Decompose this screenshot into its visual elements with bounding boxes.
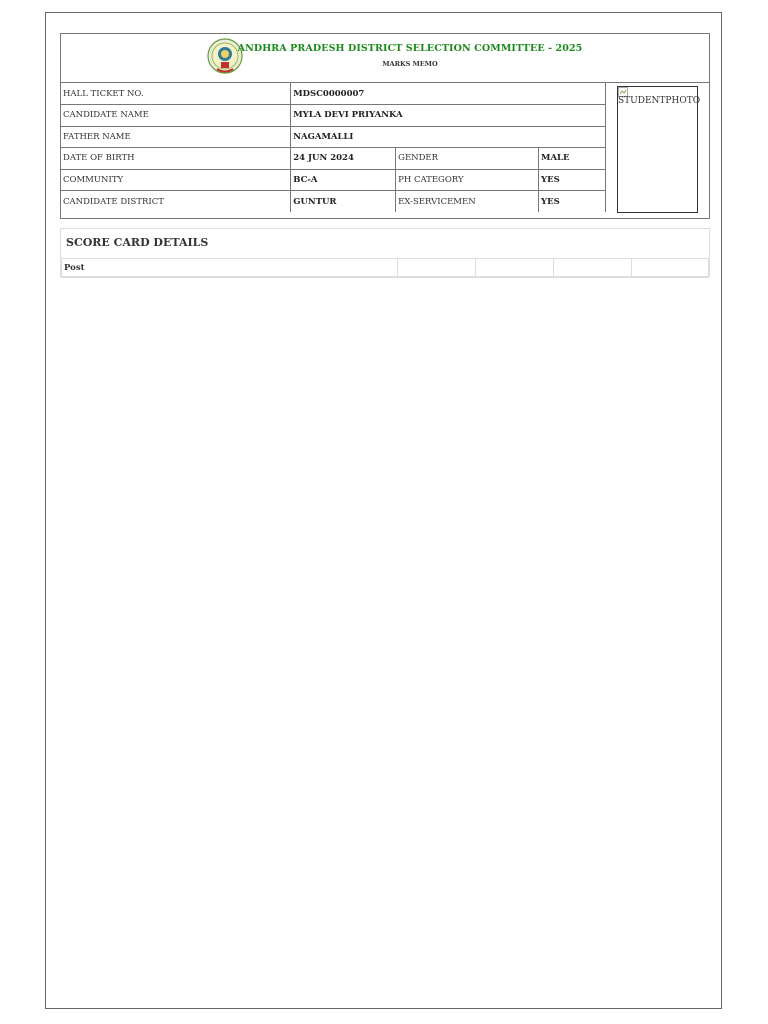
score-card <box>60 228 710 277</box>
table-row <box>61 126 606 148</box>
candidate-info-table <box>61 83 606 212</box>
table-row <box>61 191 606 213</box>
candidate-name-label: CANDIDATE NAME <box>61 105 291 127</box>
table-row <box>62 259 709 278</box>
dob-value: 24 JUN 2024 <box>291 148 396 170</box>
photo-alt-text: STUDENTPHOTO <box>618 96 701 106</box>
marks-memo-page <box>45 12 722 1009</box>
ex-servicemen-label: EX-SERVICEMEN <box>396 191 539 213</box>
table-row <box>61 83 606 105</box>
community-value: BC-A <box>291 169 396 191</box>
student-photo <box>617 86 701 213</box>
hall-ticket-value: MDSC0000007 <box>291 83 606 105</box>
father-name-value: NAGAMALLI <box>291 126 606 148</box>
ph-category-value: YES <box>539 169 606 191</box>
committee-title: ANDHRA PRADESH DISTRICT SELECTION COMMITTEE - 2025 <box>237 43 583 54</box>
ph-category-label: PH CATEGORY <box>396 169 539 191</box>
district-value: GUNTUR <box>291 191 396 213</box>
memo-header <box>60 33 710 83</box>
gender-label: GENDER <box>396 148 539 170</box>
candidate-name-value: MYLA DEVI PRIYANKA <box>291 105 606 127</box>
candidate-details <box>60 83 710 219</box>
score-column-header <box>398 259 476 278</box>
memo-subtitle: MARKS MEMO <box>382 60 438 68</box>
hall-ticket-label: HALL TICKET NO. <box>61 83 291 105</box>
score-column-header <box>632 259 709 278</box>
district-label: CANDIDATE DISTRICT <box>61 191 291 213</box>
gender-value: MALE <box>539 148 606 170</box>
dob-label: DATE OF BIRTH <box>61 148 291 170</box>
community-label: COMMUNITY <box>61 169 291 191</box>
father-name-label: FATHER NAME <box>61 126 291 148</box>
table-row <box>61 148 606 170</box>
score-column-header <box>554 259 632 278</box>
table-row <box>61 169 606 191</box>
table-row <box>61 105 606 127</box>
ex-servicemen-value: YES <box>539 191 606 213</box>
score-table <box>61 258 709 278</box>
score-column-header <box>476 259 554 278</box>
post-header: Post <box>62 259 398 278</box>
score-card-title: SCORE CARD DETAILS <box>66 236 209 249</box>
